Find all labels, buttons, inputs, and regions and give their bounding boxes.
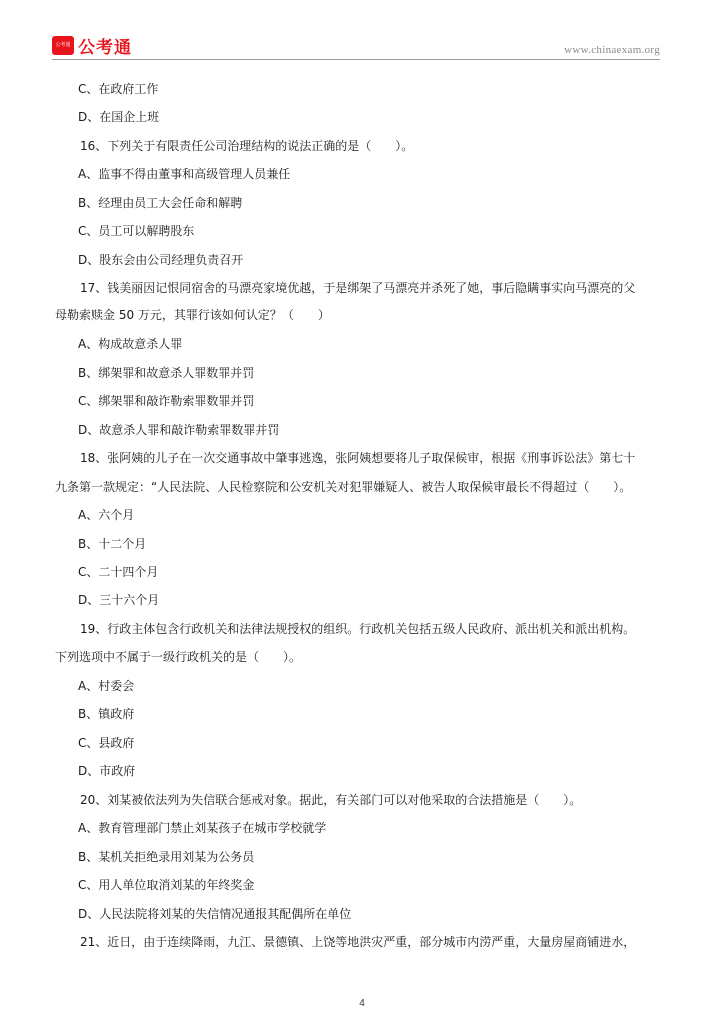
q18-option-a: A、六个月 — [78, 508, 135, 522]
question-20: 20、刘某被依法列为失信联合惩戒对象。据此，有关部门可以对他采取的合法措施是（ ）。 — [80, 793, 582, 807]
q20-option-d: D、人民法院将刘某的失信情况通报其配偶所在单位 — [78, 907, 352, 921]
question-19-line-1: 19、行政主体包含行政机关和法律法规授权的组织。行政机关包括五级人民政府、派出机关和派出机构。 — [80, 622, 636, 636]
q18-option-b: B、十二个月 — [78, 537, 147, 551]
logo-text: 公考通 — [78, 38, 132, 58]
q18-option-d: D、三十六个月 — [78, 593, 160, 607]
q19-option-a: A、村委会 — [78, 679, 135, 693]
question-17-line-1: 17、钱美丽因记恨同宿舍的马漂亮家境优越，于是绑架了马漂亮并杀死了她，事后隐瞒事实向马漂亮的父 — [80, 281, 636, 295]
q20-option-a: A、教育管理部门禁止刘某孩子在城市学校就学 — [78, 821, 327, 835]
q16-option-b: B、经理由员工大会任命和解聘 — [78, 196, 243, 210]
q20-option-b: B、某机关拒绝录用刘某为公务员 — [78, 850, 255, 864]
question-18-line-2: 九条第一款规定：“人民法院、人民检察院和公安机关对犯罪嫌疑人、被告人取保候审最长不得超过（ ）。 — [55, 480, 632, 494]
question-16: 16、下列关于有限责任公司治理结构的说法正确的是（ ）。 — [80, 139, 414, 153]
question-19-line-2: 下列选项中不属于一级行政机关的是（ ）。 — [55, 650, 302, 664]
q15-option-c: C、在政府工作 — [78, 82, 159, 96]
question-21-line-1: 21、近日，由于连续降雨，九江、景德镇、上饶等地洪灾严重，部分城市内涝严重，大量房屋商铺进水， — [80, 935, 636, 949]
header-divider — [52, 59, 660, 60]
q17-option-a: A、构成故意杀人罪 — [78, 337, 183, 351]
q19-option-d: D、市政府 — [78, 764, 136, 778]
q19-option-c: C、县政府 — [78, 736, 135, 750]
page-number: 4 — [359, 998, 365, 1009]
q17-option-d: D、故意杀人罪和敲诈勒索罪数罪并罚 — [78, 423, 280, 437]
page-header — [0, 0, 724, 62]
q17-option-c: C、绑架罪和敲诈勒索罪数罪并罚 — [78, 394, 255, 408]
q16-option-a: A、监事不得由董事和高级管理人员兼任 — [78, 167, 291, 181]
q18-option-c: C、二十四个月 — [78, 565, 159, 579]
logo-badge: 公考通 — [52, 36, 74, 55]
site-url: www.chinaexam.org — [564, 44, 660, 56]
q16-option-d: D、股东会由公司经理负责召开 — [78, 253, 244, 267]
question-18-line-1: 18、张阿姨的儿子在一次交通事故中肇事逃逸，张阿姨想要将儿子取保候审，根据《刑事诉讼法》第七十 — [80, 451, 636, 465]
q20-option-c: C、用人单位取消刘某的年终奖金 — [78, 878, 255, 892]
q15-option-d: D、在国企上班 — [78, 110, 160, 124]
logo — [52, 33, 132, 58]
q17-option-b: B、绑架罪和故意杀人罪数罪并罚 — [78, 366, 255, 380]
q19-option-b: B、镇政府 — [78, 707, 135, 721]
q16-option-c: C、员工可以解聘股东 — [78, 224, 195, 238]
question-17-line-2: 母勒索赎金 50 万元，其罪行该如何认定？（ ） — [55, 308, 330, 322]
